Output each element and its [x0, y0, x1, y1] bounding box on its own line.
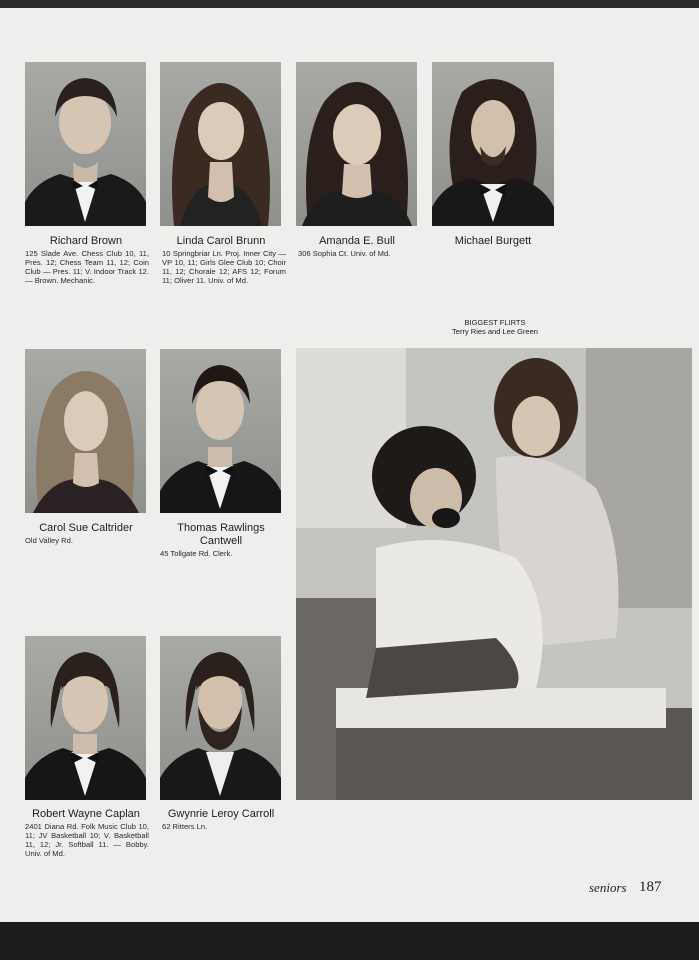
- portrait-figure-icon: [296, 62, 417, 226]
- portrait-gwynrie-leroy-carroll: [160, 636, 281, 800]
- senior-info: Old Valley Rd.: [25, 536, 73, 545]
- portrait-linda-carol-brunn: [160, 62, 281, 226]
- page-number: 187: [639, 879, 662, 895]
- feature-photo-icon: [296, 348, 692, 800]
- feature-title: BIGGEST FLIRTS: [464, 318, 526, 327]
- portrait-carol-sue-caltrider: [25, 349, 146, 513]
- senior-name: Amanda E. Bull: [319, 235, 395, 247]
- portrait-figure-icon: [160, 62, 281, 226]
- section-label: seniors: [589, 880, 627, 895]
- feature-names: Terry Ries and Lee Green: [452, 327, 538, 336]
- senior-info: 45 Tollgate Rd. Clerk.: [160, 549, 233, 558]
- portrait-figure-icon: [25, 636, 146, 800]
- senior-name: Michael Burgett: [454, 235, 532, 247]
- portrait-thomas-rawlings-cantwell: [160, 349, 281, 513]
- senior-info: 306 Sophia Ct. Univ. of Md.: [298, 249, 391, 258]
- portrait-amanda-e-bull: [296, 62, 417, 226]
- senior-name: Gwynrie Leroy Carroll: [167, 808, 275, 820]
- portrait-robert-wayne-caplan: [25, 636, 146, 800]
- senior-info: 2401 Diana Rd. Folk Music Club 10, 11; JV Basketball 10; V. Basketball 11, 12; Jr. Softball 11. — Bobby. Univ. of Md.: [25, 822, 149, 858]
- senior-info: 125 Slade Ave. Chess Club 10, 11, Pres. 12; Chess Team 11, 12; Coin Club — Pres. 11; V. Indoor Track 12. — Brown. Mechanic.: [25, 249, 149, 285]
- senior-info: 62 Ritters Ln.: [162, 822, 208, 831]
- portrait-figure-icon: [160, 349, 281, 513]
- senior-name: Carol Sue Caltrider: [39, 522, 133, 534]
- senior-name: Robert Wayne Caplan: [32, 808, 140, 820]
- senior-name: Linda Carol Brunn: [176, 235, 266, 247]
- page-bottom-edge: [0, 922, 699, 960]
- portrait-figure-icon: [160, 636, 281, 800]
- portrait-figure-icon: [25, 62, 146, 226]
- senior-name: Thomas Rawlings Cantwell: [177, 522, 265, 547]
- portrait-figure-icon: [25, 349, 146, 513]
- senior-name: Richard Brown: [49, 235, 123, 247]
- biggest-flirts-photo: [296, 348, 692, 800]
- portrait-richard-brown: [25, 62, 146, 226]
- portrait-michael-burgett: [432, 62, 554, 226]
- portrait-figure-icon: [432, 62, 554, 226]
- senior-info: 10 Springbriar Ln. Proj. Inner City — VP 10, 11; Girls Glee Club 10; Choir 11, 12; Chorale 12; AFS 12; Forum 11; Oliver 11. Univ. of Md.: [162, 249, 286, 285]
